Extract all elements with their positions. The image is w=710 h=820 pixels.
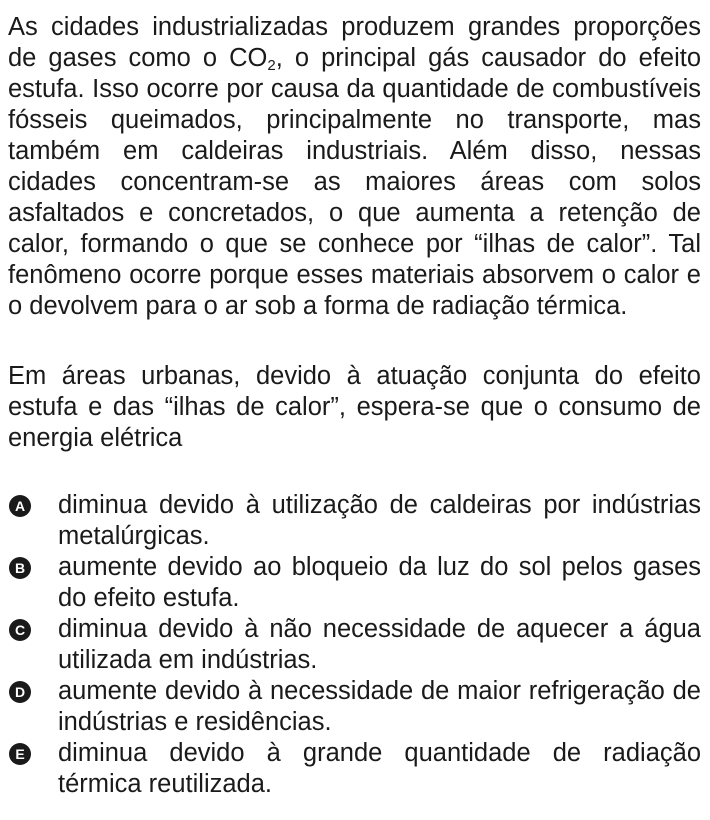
passage-part-2: , o principal gás causador do efeito estufa. Isso ocorre por causa da quantidade de combustíveis fósseis queimados, principalmente no transporte, mas também em caldeiras industriais. Além disso, nessas cidades concentram-se as maiores áreas com solos asfaltados e concretados, o que aumenta a retenção de calor, formando o que se conhece por “ilhas de calor”. Tal fenômeno ocorre porque esses materiais absorvem o calor e o devolvem para o ar sob a forma de radiação térmica. xyxy=(8,44,701,320)
question-stem: Em áreas urbanas, devido à atuação conjunta do efeito estufa e das “ilhas de calor”, espera-se que o consumo de energia elétrica xyxy=(8,362,701,452)
option-b[interactable] xyxy=(8,552,701,614)
option-b-letter-icon: B xyxy=(9,557,31,579)
option-b-text: aumente devido ao bloqueio da luz do sol pelos gases do efeito estufa. xyxy=(58,553,701,612)
option-e-text: diminua devido à grande quantidade de radiação térmica reutilizada. xyxy=(58,739,701,798)
option-e-letter-icon: E xyxy=(9,743,31,765)
passage-text xyxy=(8,12,701,322)
answer-options xyxy=(8,490,701,800)
option-c-text: diminua devido à não necessidade de aquecer a água utilizada em indústrias. xyxy=(58,615,701,674)
option-d-letter-icon: D xyxy=(9,681,31,703)
option-c[interactable] xyxy=(8,614,701,676)
option-a-letter-icon: A xyxy=(9,495,31,517)
option-d-text: aumente devido à necessidade de maior refrigeração de indústrias e residências. xyxy=(58,677,701,736)
co2-subscript: 2 xyxy=(267,57,276,74)
option-c-letter-icon: C xyxy=(9,619,31,641)
option-d[interactable] xyxy=(8,676,701,738)
option-a-text: diminua devido à utilização de caldeiras por indústrias metalúrgicas. xyxy=(58,491,701,550)
paragraph-gap xyxy=(8,322,701,361)
passage-part-1: As cidades industrializadas produzem grandes proporções de gases como o CO xyxy=(8,13,701,72)
option-e[interactable] xyxy=(8,738,701,800)
option-a[interactable] xyxy=(8,490,701,552)
